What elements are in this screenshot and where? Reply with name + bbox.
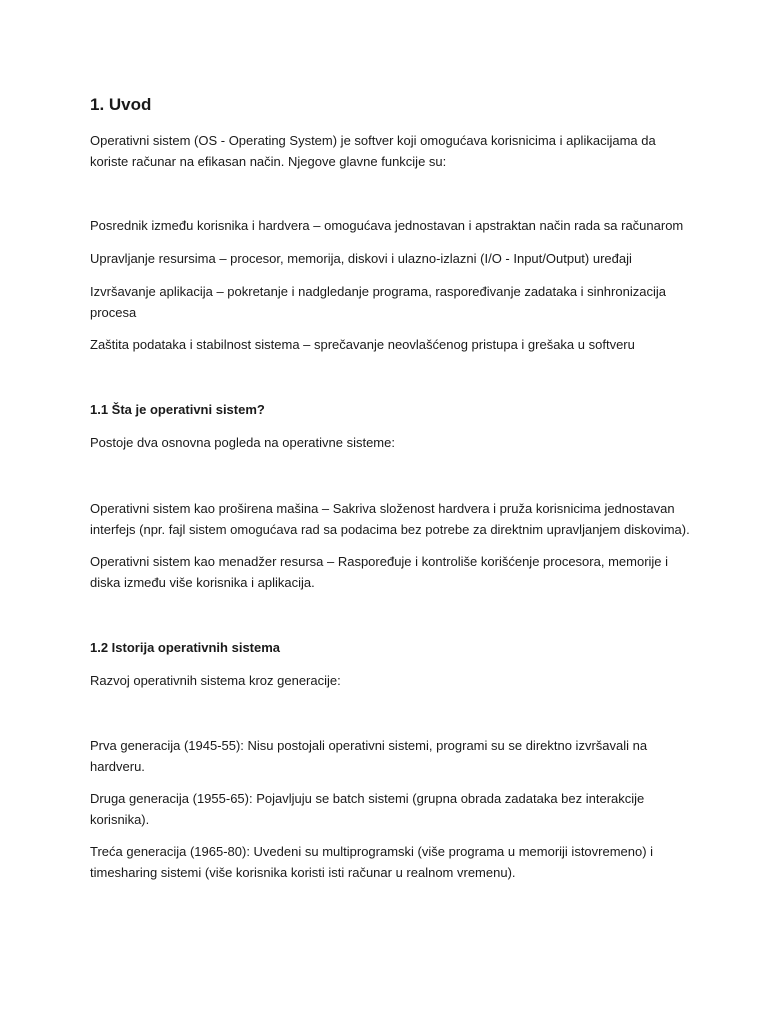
function-item: Izvršavanje aplikacija – pokretanje i nadgledanje programa, raspoređivanje zadataka i sinhronizacija procesa (90, 284, 666, 320)
generation-item: Prva generacija (1945-55): Nisu postojali operativni sistemi, programi su se direktno izvršavali na hardveru. (90, 738, 648, 774)
function-item: Zaštita podataka i stabilnost sistema – sprečavanje neovlašćenog pristupa i grešaka u softveru (90, 337, 635, 352)
view-item: Operativni sistem kao proširena mašina – Sakriva složenost hardvera i pruža korisnicima jednostavan interfejs (npr. fajl sistem omogućava rad sa podacima bez potrebe za direktnim upravljanjem diskovima). (90, 501, 690, 537)
history-intro-paragraph: Razvoj operativnih sistema kroz generacije: (90, 673, 341, 688)
views-intro-paragraph: Postoje dva osnovna pogleda na operativne sisteme: (90, 435, 395, 450)
intro-paragraph: Operativni sistem (OS - Operating System) je softver koji omogućava korisnicima i aplikacijama da koriste računar na efikasan način. Njegove glavne funkcije su: (90, 133, 656, 169)
function-item: Posrednik između korisnika i hardvera – omogućava jednostavan i apstraktan način rada sa računarom (90, 218, 684, 233)
generation-item: Treća generacija (1965-80): Uvedeni su multiprogramski (više programa u memoriji istovremeno) i timesharing sistemi (više korisnika koristi isti računar u realnom vremenu). (90, 844, 654, 880)
generation-item: Druga generacija (1955-65): Pojavljuju se batch sistemi (grupna obrada zadataka bez interakcije korisnika). (90, 791, 645, 827)
function-item: Upravljanje resursima – procesor, memorija, diskovi i ulazno-izlazni (I/O - Input/Output) uređaji (90, 251, 632, 266)
subsection-heading-istorija: 1.2 Istorija operativnih sistema (90, 640, 281, 655)
view-item: Operativni sistem kao menadžer resursa – Raspoređuje i kontroliše korišćenje procesora, memorije i diska između više korisnika i aplikacija. (90, 554, 669, 590)
subsection-heading-sta-je-os: 1.1 Šta je operativni sistem? (90, 402, 265, 417)
section-heading-uvod: 1. Uvod (90, 95, 152, 114)
